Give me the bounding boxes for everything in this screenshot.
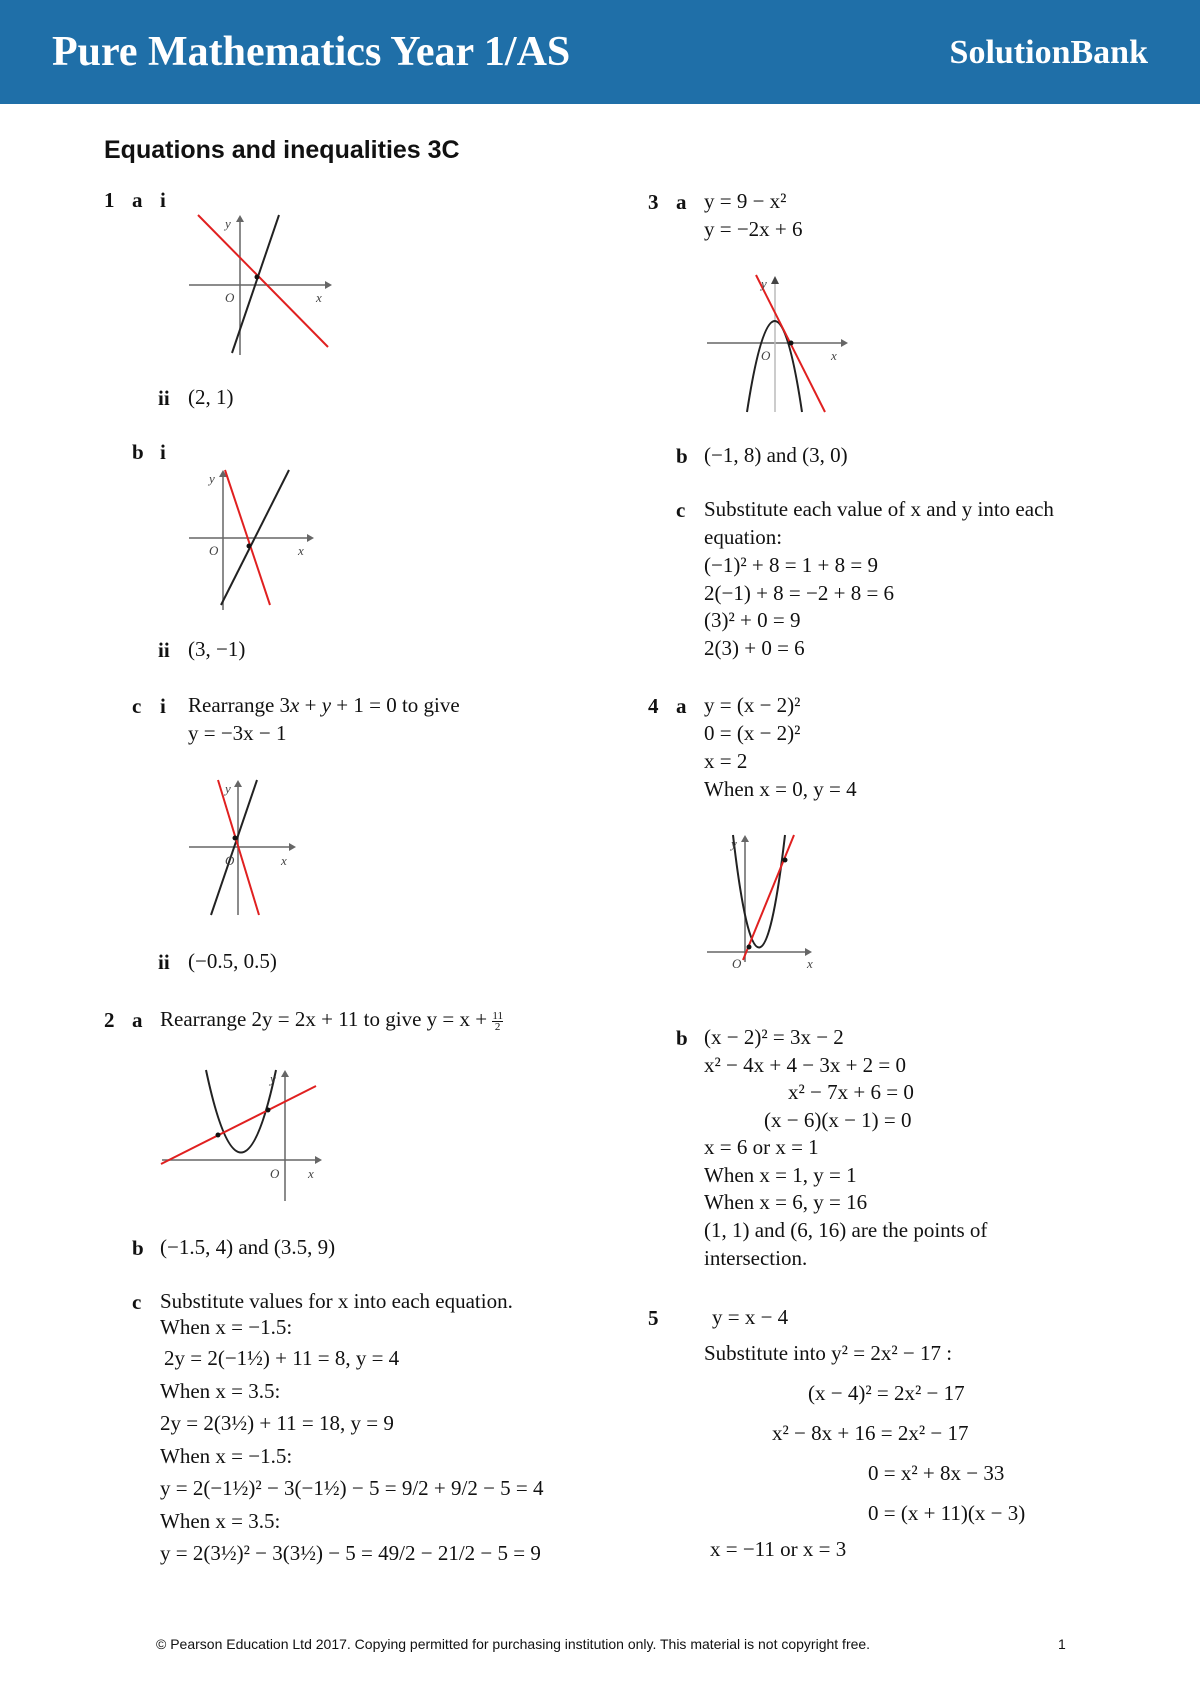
x-axis-label: x xyxy=(281,853,287,868)
q5-line: y = x − 4 xyxy=(712,1305,789,1329)
q4a-line: 0 = (x − 2)² xyxy=(704,721,801,745)
q2c-line: Substitute values for x into each equation. xyxy=(160,1289,513,1313)
q1b-answer: (3, −1) xyxy=(188,637,246,661)
q3-part-c: c xyxy=(676,498,686,522)
q2c-line: 2y = 2(3½) + 11 = 18, y = 9 xyxy=(160,1411,394,1435)
page-number: 1 xyxy=(1058,1636,1066,1652)
y-axis-label: y xyxy=(731,836,737,851)
q2-part-a: a xyxy=(132,1008,143,1032)
q1-number: 1 xyxy=(104,188,115,212)
q2-number: 2 xyxy=(104,1008,115,1032)
y-axis-label: y xyxy=(225,216,231,231)
origin-label: O xyxy=(732,956,742,971)
y-axis-label: y xyxy=(225,781,231,796)
q2c-line: When x = −1.5: xyxy=(160,1315,293,1339)
q2c-line: When x = 3.5: xyxy=(160,1379,281,1403)
q3c-line: (−1)² + 8 = 1 + 8 = 9 xyxy=(704,553,878,577)
x-axis-label: x xyxy=(831,348,837,363)
q5-line: x = −11 or x = 3 xyxy=(710,1537,847,1561)
q5-number: 5 xyxy=(648,1306,659,1330)
q2b-answer: (−1.5, 4) and (3.5, 9) xyxy=(160,1235,336,1259)
q3b-answer: (−1, 8) and (3, 0) xyxy=(704,443,848,467)
q4b-line: x = 6 or x = 1 xyxy=(704,1135,819,1159)
q4b-line: x² − 4x + 4 − 3x + 2 = 0 xyxy=(704,1053,907,1077)
q3-number: 3 xyxy=(648,190,659,214)
q2c-line: 2y = 2(−1½) + 11 = 8, y = 4 xyxy=(164,1346,400,1370)
q2c-line: y = 2(−1½)² − 3(−1½) − 5 = 9/2 + 9/2 − 5 = 4 xyxy=(160,1476,544,1500)
q3c-line: 2(−1) + 8 = −2 + 8 = 6 xyxy=(704,581,895,605)
x-axis-label: x xyxy=(298,543,304,558)
graph-q1b xyxy=(185,465,320,615)
q1c-answer: (−0.5, 0.5) xyxy=(188,949,277,973)
q4-part-a: a xyxy=(676,694,687,718)
q4b-line: x² − 7x + 6 = 0 xyxy=(788,1080,914,1104)
q4b-line: intersection. xyxy=(704,1246,808,1270)
q3c-line: Substitute each value of x and y into each xyxy=(704,497,1054,521)
q3a-equation-2: y = −2x + 6 xyxy=(704,217,803,241)
q1-part-c: c xyxy=(132,694,142,718)
y-axis-label: y xyxy=(761,276,767,291)
q4-part-b: b xyxy=(676,1026,688,1050)
q4b-line: (1, 1) and (6, 16) are the points of xyxy=(704,1218,988,1242)
graph-q1a xyxy=(185,210,335,360)
origin-label: O xyxy=(209,543,219,558)
q4b-line: When x = 6, y = 16 xyxy=(704,1190,868,1214)
book-title: Pure Mathematics Year 1/AS xyxy=(52,29,571,75)
brand-name: SolutionBank xyxy=(949,34,1148,71)
copyright-notice: © Pearson Education Ltd 2017. Copying permitted for purchasing institution only. This material is not copyright free. xyxy=(156,1636,871,1652)
q1b-sub-i: i xyxy=(160,440,166,464)
q3a-equation-1: y = 9 − x² xyxy=(704,189,787,213)
q1-part-b: b xyxy=(132,440,144,464)
q3c-line: (3)² + 0 = 9 xyxy=(704,608,801,632)
y-axis-label: y xyxy=(209,471,215,486)
q1a-answer: (2, 1) xyxy=(188,385,234,409)
q3-part-a: a xyxy=(676,190,687,214)
q3c-line: 2(3) + 0 = 6 xyxy=(704,636,805,660)
q5-line: 0 = (x + 11)(x − 3) xyxy=(868,1501,1026,1525)
origin-label: O xyxy=(225,290,235,305)
q4a-line: When x = 0, y = 4 xyxy=(704,777,857,801)
page-title: Equations and inequalities 3C xyxy=(104,136,460,164)
x-axis-label: x xyxy=(308,1166,314,1181)
graph-q2a xyxy=(158,1065,323,1205)
q2c-line: When x = 3.5: xyxy=(160,1509,281,1533)
q1c-sub-ii: ii xyxy=(158,950,170,974)
q1c-sub-i: i xyxy=(160,694,166,718)
q1c-equation: y = −3x − 1 xyxy=(188,721,287,745)
y-axis-label: y xyxy=(270,1071,276,1086)
q5-line: 0 = x² + 8x − 33 xyxy=(868,1461,1005,1485)
q5-line: (x − 4)² = 2x² − 17 xyxy=(808,1381,965,1405)
q4a-line: y = (x − 2)² xyxy=(704,693,801,717)
q1a-sub-i: i xyxy=(160,188,166,212)
header-banner xyxy=(0,0,1200,104)
q1b-sub-ii: ii xyxy=(158,638,170,662)
q2a-rearrange: Rearrange 2y = 2x + 11 to give y = x + $\frac{11}{2}$ xyxy=(160,1007,503,1033)
q1-part-a: a xyxy=(132,188,143,212)
q2-part-c: c xyxy=(132,1290,142,1314)
q4b-line: When x = 1, y = 1 xyxy=(704,1163,857,1187)
q2c-line: y = 2(3½)² − 3(3½) − 5 = 49/2 − 21/2 − 5 = 9 xyxy=(160,1541,541,1565)
origin-label: O xyxy=(225,853,235,868)
origin-label: O xyxy=(761,348,771,363)
q2c-line: When x = −1.5: xyxy=(160,1444,293,1468)
q4b-line: (x − 2)² = 3x − 2 xyxy=(704,1025,844,1049)
x-axis-label: x xyxy=(316,290,322,305)
q5-line: x² − 8x + 16 = 2x² − 17 xyxy=(772,1421,969,1445)
q2-part-b: b xyxy=(132,1236,144,1260)
q5-line: Substitute into y² = 2x² − 17 : xyxy=(704,1341,953,1365)
q4a-line: x = 2 xyxy=(704,749,748,773)
x-axis-label: x xyxy=(807,956,813,971)
origin-label: O xyxy=(270,1166,280,1181)
q4b-line: (x − 6)(x − 1) = 0 xyxy=(764,1108,912,1132)
q1a-sub-ii: ii xyxy=(158,386,170,410)
q3-part-b: b xyxy=(676,444,688,468)
graph-q1c xyxy=(185,775,300,920)
q3c-line: equation: xyxy=(704,525,783,549)
graph-q3a xyxy=(705,270,855,415)
q4-number: 4 xyxy=(648,694,659,718)
q1c-rearrange: Rearrange 3x + y + 1 = 0 to give xyxy=(188,693,460,717)
graph-q4a xyxy=(705,830,820,975)
